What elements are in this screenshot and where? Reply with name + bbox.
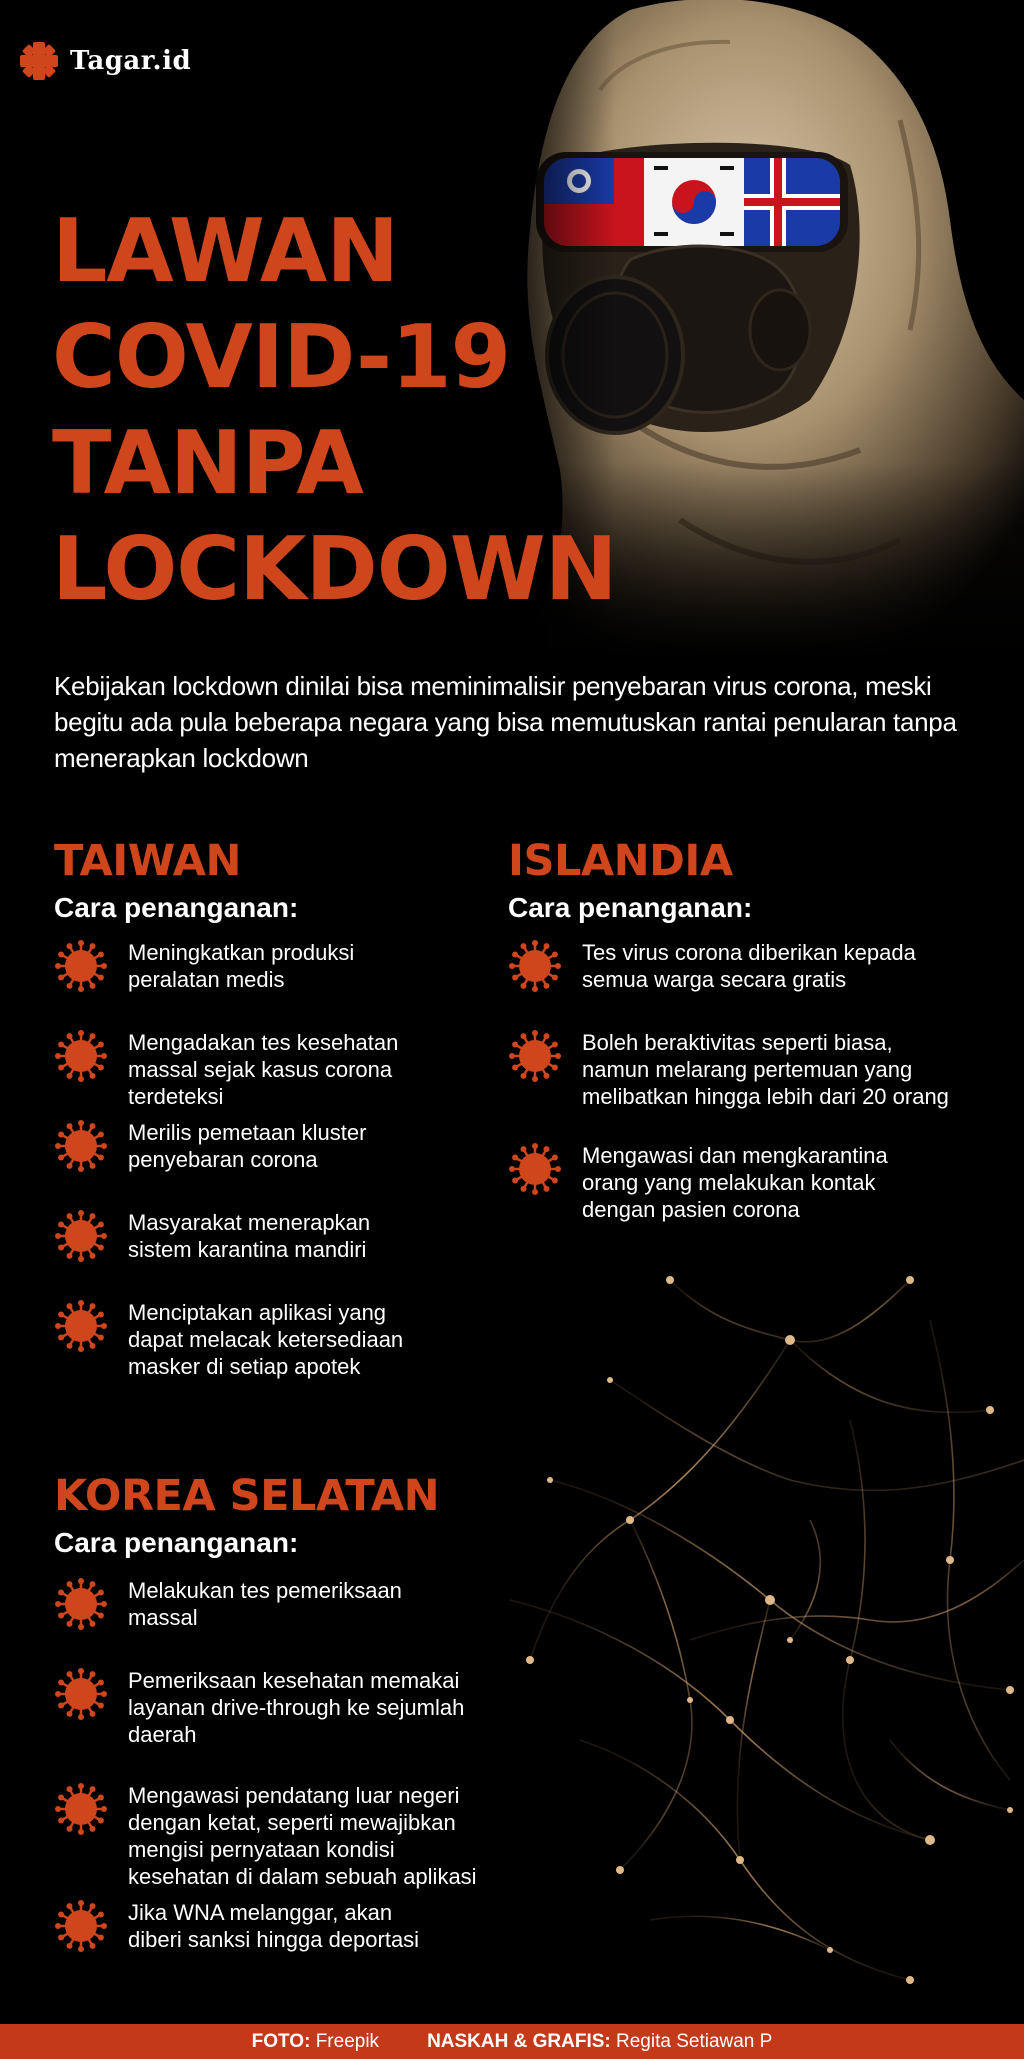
- title-line: LOCKDOWN: [52, 518, 617, 620]
- virus-icon: [508, 1142, 562, 1196]
- list-item: [54, 939, 354, 993]
- tagar-logo-icon: [16, 38, 62, 84]
- section-islandia: [508, 836, 1008, 1222]
- section-subtitle: Cara penanganan:: [508, 892, 753, 923]
- list-item-line: penyebaran corona: [128, 1147, 318, 1172]
- list-item-line: dapat melacak ketersediaan: [128, 1327, 404, 1352]
- list-item-line: massal: [128, 1605, 198, 1630]
- list-item: [54, 1899, 419, 1953]
- virus-network-illustration: [490, 1220, 1024, 2000]
- list-item-text: [128, 1577, 402, 1631]
- list-item-line: terdeteksi: [128, 1084, 224, 1109]
- list-item-line: Mengadakan tes kesehatan: [128, 1030, 399, 1055]
- list-item-line: dengan ketat, seperti mewajibkan: [128, 1810, 456, 1835]
- section-title: KOREA SELATAN: [54, 1471, 440, 1521]
- list-item-line: sistem karantina mandiri: [128, 1237, 367, 1262]
- list-item-line: kesehatan di dalam sebuah aplikasi: [128, 1864, 477, 1889]
- list-item-text: [582, 1029, 949, 1110]
- list-item-line: Boleh beraktivitas seperti biasa,: [582, 1030, 893, 1055]
- list-item-text: [128, 1119, 366, 1173]
- virus-icon: [54, 1119, 108, 1173]
- list-item-line: Mengawasi pendatang luar negeri: [128, 1783, 460, 1808]
- list-item-line: diberi sanksi hingga deportasi: [128, 1927, 420, 1952]
- list-item-line: dengan pasien corona: [582, 1197, 800, 1222]
- author-credit-value: Regita Setiawan P: [616, 2030, 773, 2052]
- list-item-line: masker di setiap apotek: [128, 1354, 361, 1379]
- virus-icon: [54, 1782, 108, 1836]
- list-item-text: [128, 939, 354, 993]
- virus-icon: [54, 939, 108, 993]
- list-item: [54, 1577, 402, 1631]
- list-item-line: peralatan medis: [128, 967, 285, 992]
- credits-footer: [0, 2024, 1024, 2059]
- list-item: [54, 1299, 403, 1380]
- list-item-line: Tes virus corona diberikan kepada: [582, 940, 916, 965]
- list-item-text: [128, 1899, 419, 1953]
- list-item-line: Mengawasi dan mengkarantina: [582, 1143, 888, 1168]
- list-item-text: [128, 1299, 403, 1380]
- section-korea-selatan: [54, 1471, 514, 1952]
- section-title: TAIWAN: [54, 836, 242, 886]
- logo-text: Tagar.id: [70, 46, 192, 76]
- title-line: COVID-19: [52, 306, 511, 408]
- section-taiwan: [54, 836, 494, 1379]
- photo-credit-label: FOTO:: [251, 2030, 311, 2052]
- list-item: [508, 939, 916, 993]
- page-title: [52, 198, 617, 622]
- intro-paragraph: Kebijakan lockdown dinilai bisa meminimalisir penyebaran virus corona, meski begitu ada pula beberapa negara yang bisa memutuskan rantai penularan tanpa menerapkan lockdown: [54, 671, 957, 773]
- list-item-line: Meningkatkan produksi: [128, 940, 355, 965]
- list-item-line: Jika WNA melanggar, akan: [128, 1900, 393, 1925]
- section-title: ISLANDIA: [508, 836, 733, 886]
- list-item: [54, 1667, 464, 1748]
- list-item-line: massal sejak kasus corona: [128, 1057, 393, 1082]
- photo-credit-value: Freepik: [315, 2030, 380, 2052]
- list-item-line: Merilis pemetaan kluster: [128, 1120, 367, 1145]
- list-item: [54, 1209, 370, 1263]
- list-item-line: daerah: [128, 1722, 197, 1747]
- list-item: [54, 1782, 477, 1890]
- list-item-text: [128, 1029, 398, 1110]
- list-item: [54, 1119, 366, 1173]
- virus-icon: [54, 1029, 108, 1083]
- virus-icon: [54, 1209, 108, 1263]
- list-item-line: layanan drive-through ke sejumlah: [128, 1695, 465, 1720]
- list-item-line: Menciptakan aplikasi yang: [128, 1300, 387, 1325]
- list-item-text: [582, 939, 916, 993]
- virus-icon: [54, 1577, 108, 1631]
- virus-icon: [54, 1899, 108, 1953]
- title-line: LAWAN: [52, 200, 399, 302]
- list-item-text: [128, 1782, 477, 1890]
- author-credit-label: NASKAH & GRAFIS:: [427, 2030, 611, 2052]
- virus-icon: [508, 1029, 562, 1083]
- list-item: [508, 1029, 949, 1110]
- list-item-line: Masyarakat menerapkan: [128, 1210, 371, 1235]
- virus-icon: [508, 939, 562, 993]
- list-item-line: melibatkan hingga lebih dari 20 orang: [582, 1084, 949, 1109]
- title-line: TANPA: [52, 412, 363, 514]
- list-item-line: orang yang melakukan kontak: [582, 1170, 876, 1195]
- section-subtitle: Cara penanganan:: [54, 892, 299, 923]
- list-item-line: Pemeriksaan kesehatan memakai: [128, 1668, 460, 1693]
- list-item-text: [128, 1667, 464, 1748]
- list-item: [508, 1142, 888, 1223]
- virus-icon: [54, 1667, 108, 1721]
- list-item-line: mengisi pernyataan kondisi: [128, 1837, 395, 1862]
- list-item: [54, 1029, 398, 1110]
- virus-icon: [54, 1299, 108, 1353]
- list-item-line: namun melarang pertemuan yang: [582, 1057, 913, 1082]
- list-item-line: semua warga secara gratis: [582, 967, 847, 992]
- list-item-line: Melakukan tes pemeriksaan: [128, 1578, 402, 1603]
- tagar-logo[interactable]: [16, 38, 191, 84]
- section-subtitle: Cara penanganan:: [54, 1527, 299, 1558]
- list-item-text: [582, 1142, 888, 1223]
- list-item-text: [128, 1209, 370, 1263]
